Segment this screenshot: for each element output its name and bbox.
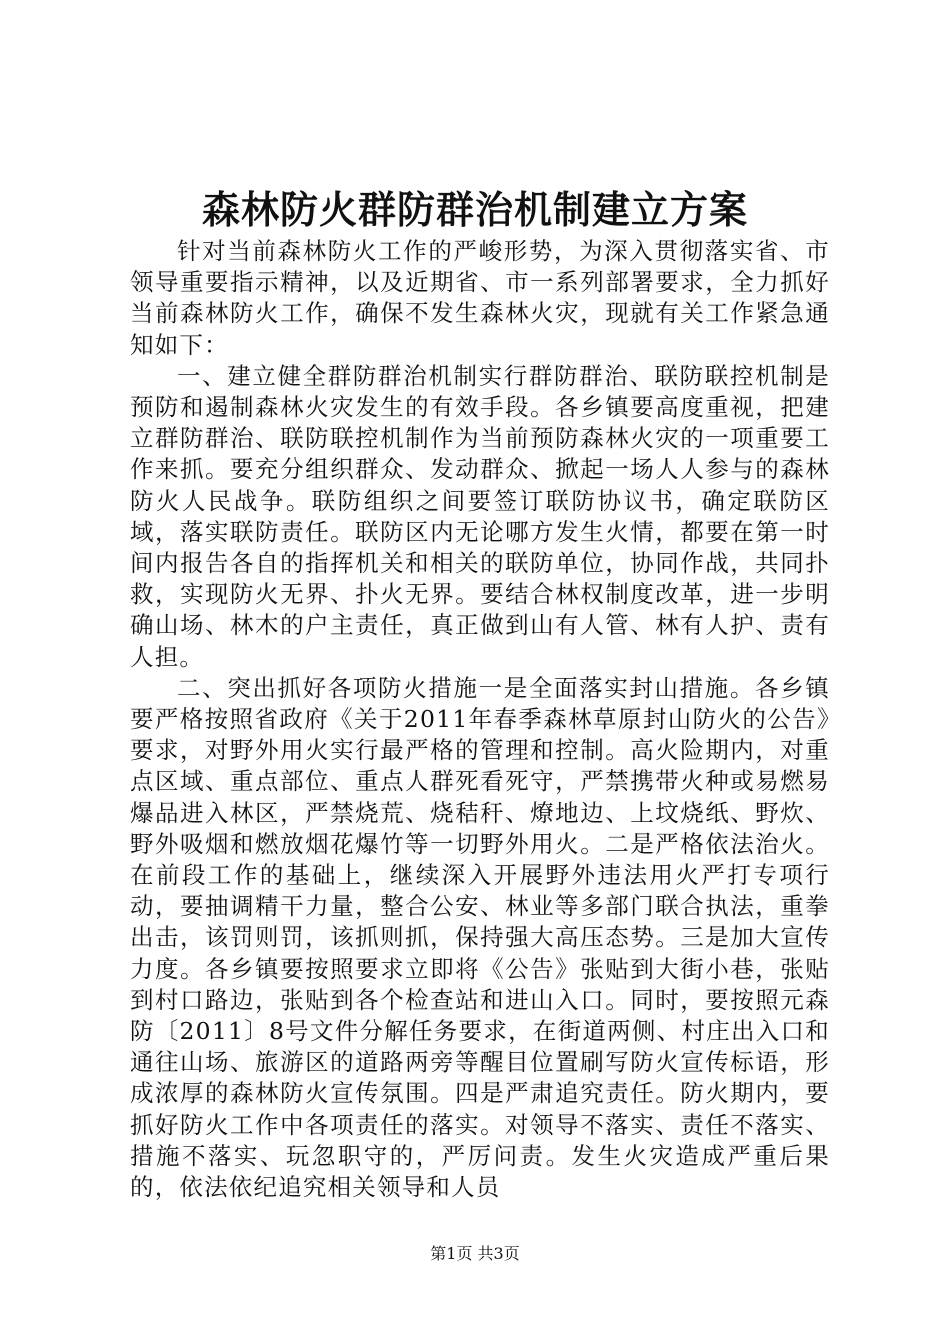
document-body [130, 236, 830, 1203]
page-number: 第1页 共3页 [430, 1244, 520, 1263]
intro-paragraph: 针对当前森林防火工作的严峻形势，为深入贯彻落实省、市领导重要指示精神，以及近期省、市一系列部署要求，全力抓好当前森林防火工作，确保不发生森林火灾，现就有关工作紧急通知如下： [130, 237, 830, 359]
document-title: 森林防火群防群治机制建立方案 [201, 188, 748, 232]
section-one-paragraph: 一、建立健全群防群治机制实行群防群治、联防联控机制是预防和遏制森林火灾发生的有效手段。各乡镇要高度重视，把建立群防群治、联防联控机制作为当前预防森林火灾的一项重要工作来抓。要充分组织群众、发动群众、掀起一场人人参与的森林防火人民战争。联防组织之间要签订联防协议书，确定联防区域，落实联防责任。联防区内无论哪方发生火情，都要在第一时间内报告各自的指挥机关和相关的联防单位，协同作战，共同扑救，实现防火无界、扑火无界。要结合林权制度改革，进一步明确山场、林木的户主责任，真正做到山有人管、林有人护、责有人担。 [130, 361, 830, 671]
section-two-paragraph: 二、突出抓好各项防火措施一是全面落实封山措施。各乡镇要严格按照省政府《关于2011年春季森林草原封山防火的公告》要求，对野外用火实行最严格的管理和控制。高火险期内，对重点区域、重点部位、重点人群死看死守，严禁携带火种或易燃易爆品进入林区，严禁烧荒、烧秸秆、燎地边、上坟烧纸、野炊、野外吸烟和燃放烟花爆竹等一切野外用火。二是严格依法治火。在前段工作的基础上，继续深入开展野外违法用火严打专项行动，要抽调精干力量，整合公安、林业等多部门联合执法，重拳出击，该罚则罚，该抓则抓，保持强大高压态势。三是加大宣传力度。各乡镇要按照要求立即将《公告》张贴到大街小巷，张贴到村口路边，张贴到各个检查站和进山入口。同时，要按照元森防〔2011〕8号文件分解任务要求，在街道两侧、村庄出入口和通往山场、旅游区的道路两旁等醒目位置刷写防火宣传标语，形成浓厚的森林防火宣传氛围。四是严肃追究责任。防火期内，要抓好防火工作中各项责任的落实。对领导不落实、责任不落实、措施不落实、玩忽职守的，严厉问责。发生火灾造成严重后果的，依法依纪追究相关领导和人员 [130, 673, 830, 1202]
